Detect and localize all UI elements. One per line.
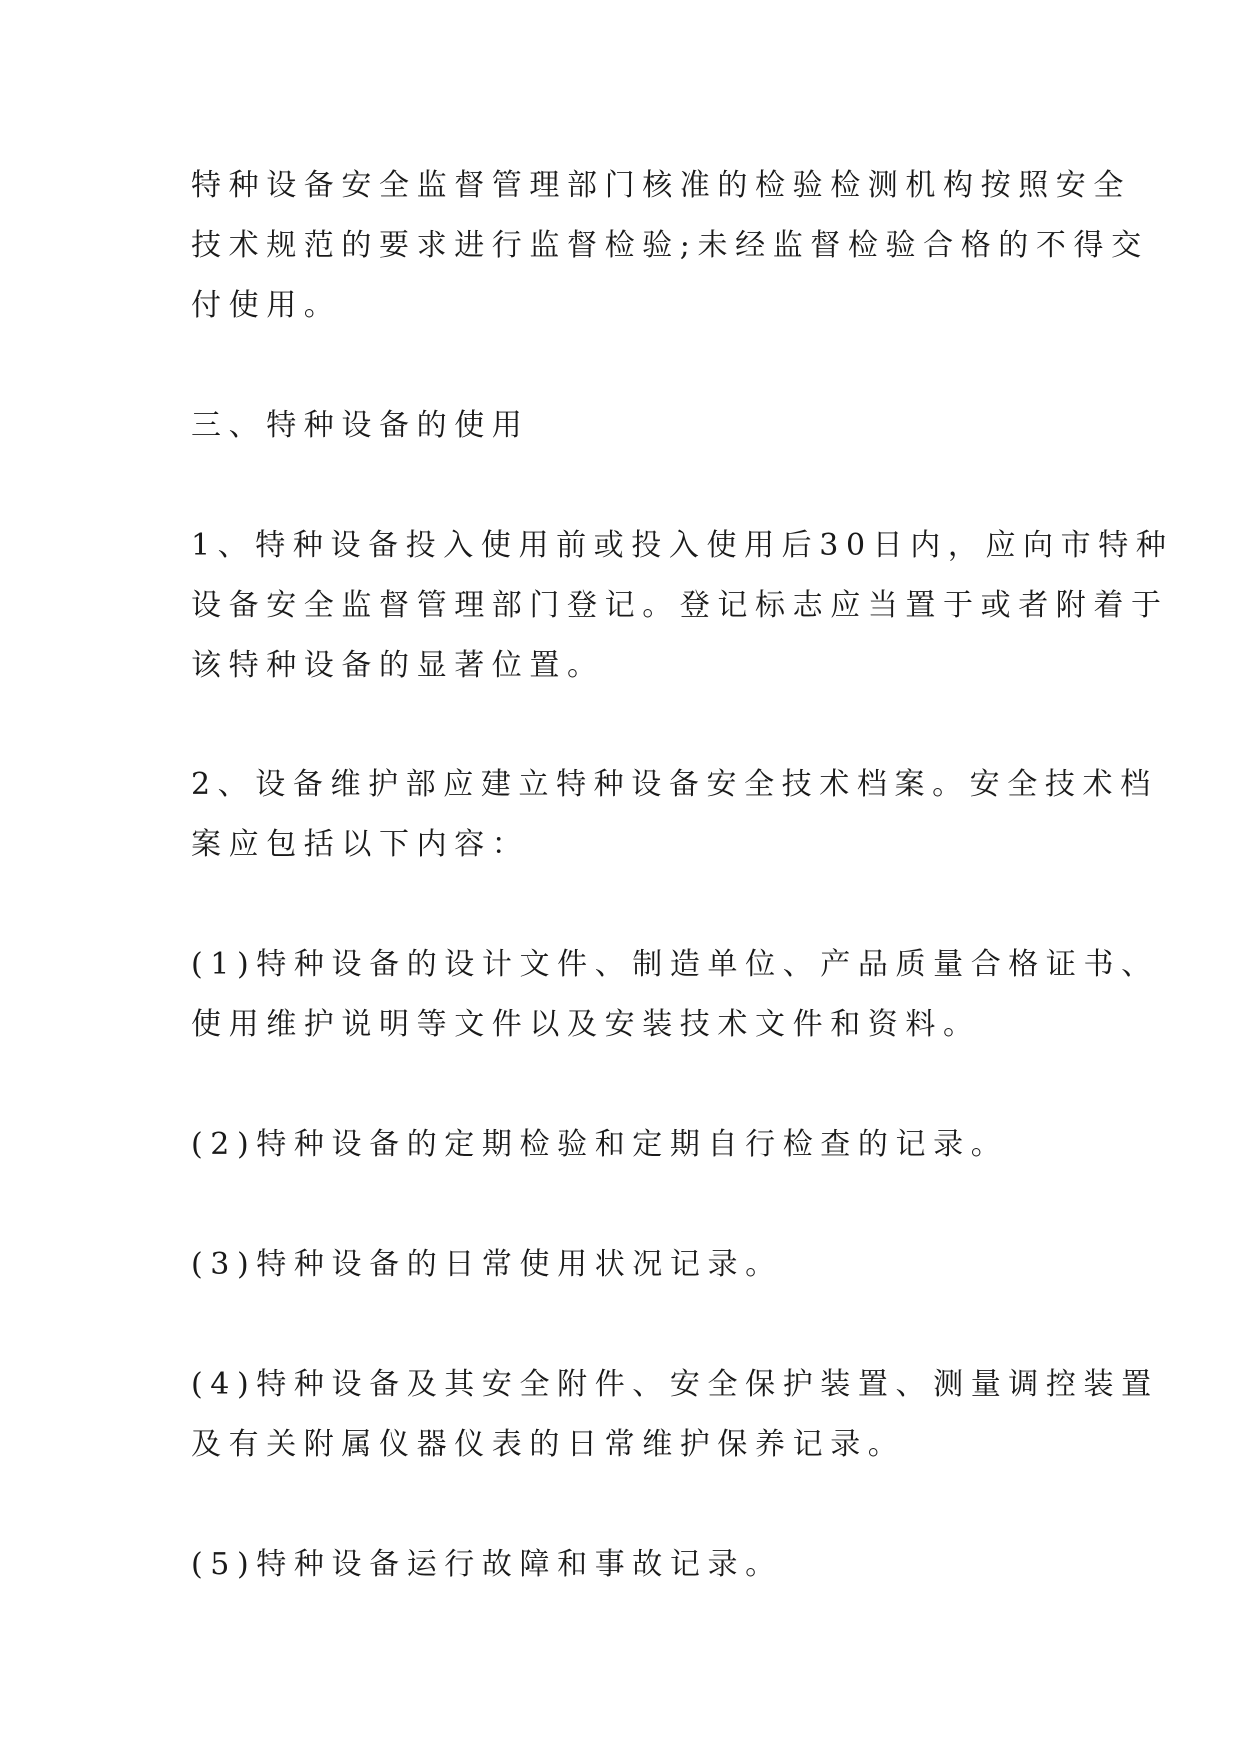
- text-line: (1)特种设备的设计文件、制造单位、产品质量合格证书、: [191, 947, 1159, 982]
- paragraph-item-2: [191, 755, 1158, 875]
- text-line: 及有关附属仪器仪表的日常维护保养记录。: [191, 1427, 906, 1462]
- paragraph-item-1: [191, 516, 1174, 696]
- section-heading-equipment-use: [191, 396, 1061, 456]
- list-item-1: [191, 935, 1159, 1055]
- text-line: 2、设备维护部应建立特种设备安全技术档案。安全技术档: [191, 767, 1158, 802]
- list-item-5: [191, 1535, 1061, 1595]
- text-line: 使用维护说明等文件以及安装技术文件和资料。: [191, 1007, 981, 1042]
- text-line: 1、特种设备投入使用前或投入使用后30日内，应向市特种: [191, 528, 1174, 563]
- text-line: (2)特种设备的定期检验和定期自行检查的记录。: [191, 1127, 1009, 1162]
- text-line: 特种设备安全监督管理部门核准的检验检测机构按照安全: [191, 168, 1131, 203]
- text-line: (4)特种设备及其安全附件、安全保护装置、测量调控装置: [191, 1367, 1159, 1402]
- text-line: 该特种设备的显著位置。: [191, 648, 605, 683]
- text-line: 付使用。: [191, 288, 342, 323]
- text-line: 技术规范的要求进行监督检验;未经监督检验合格的不得交: [191, 228, 1149, 263]
- paragraph-inspection-requirement: [191, 156, 1149, 336]
- section-heading-text: 三、特种设备的使用: [191, 408, 530, 443]
- text-line: (3)特种设备的日常使用状况记录。: [191, 1247, 783, 1282]
- text-line: 设备安全监督管理部门登记。登记标志应当置于或者附着于: [191, 588, 1169, 623]
- list-item-4: [191, 1355, 1159, 1475]
- text-line: 案应包括以下内容：: [191, 827, 530, 862]
- list-item-2: [191, 1115, 1061, 1175]
- list-item-3: [191, 1235, 1061, 1295]
- text-line: (5)特种设备运行故障和事故记录。: [191, 1547, 783, 1582]
